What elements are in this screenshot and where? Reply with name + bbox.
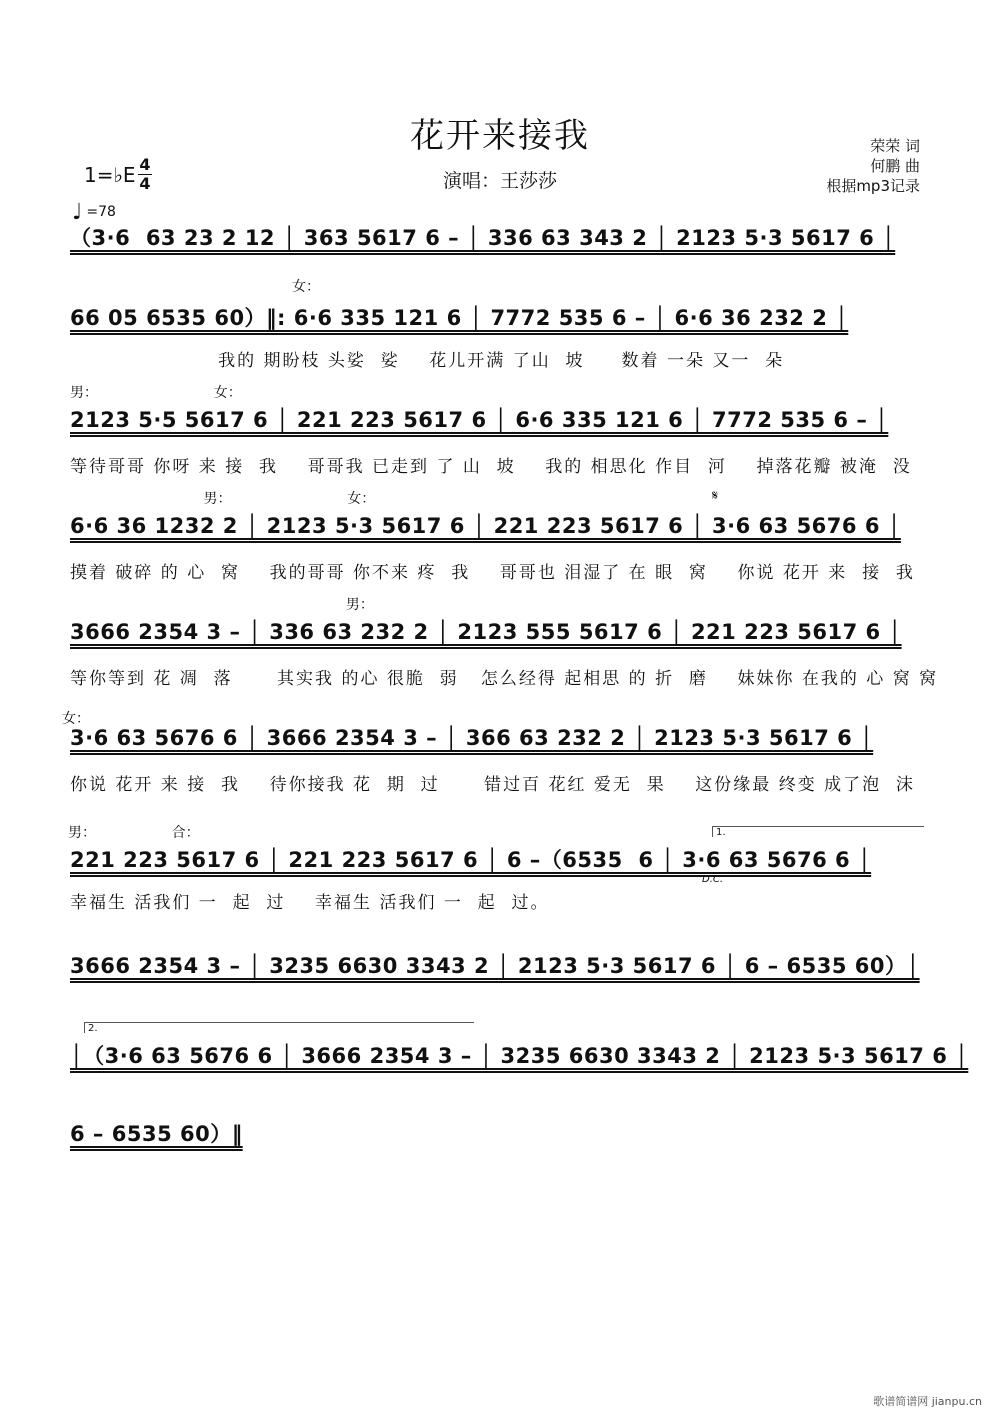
notes: 3666 2354 3 – │ 3235 6630 3343 2 │ 2123 5·3 5617 6 │ 6 – 6535 60）│ — [70, 954, 920, 978]
dc-marking: D.C. — [702, 874, 724, 885]
lyrics: 我的 期盼枝 头娑 娑 花儿开满 了山 坡 数着 一朵 又一 朵 — [70, 351, 785, 371]
meter-top: 4 — [139, 155, 151, 174]
quarter-note-icon: ♩ — [72, 200, 83, 225]
part-marker: 男： 合： — [68, 825, 200, 841]
site-watermark: 歌谱简谱网 jianpu.cn — [873, 1395, 982, 1408]
time-signature — [138, 156, 152, 193]
lyricist-credit: 荣荣 词 — [870, 137, 920, 155]
staff-line-10 — [70, 1118, 930, 1218]
source-note: 根据mp3记录 — [826, 177, 920, 195]
notes: 2123 5·5 5617 6 │ 221 223 5617 6 │ 6·6 335 121 6 │ 7772 535 6 – │ — [70, 408, 889, 432]
lyrics: 摸着 破碎 的 心 窝 我的哥哥 你不来 疼 我 哥哥也 泪湿了 在 眼 窝 你说 花开 来 接 我 — [70, 563, 915, 583]
lyrics: 幸福生 活我们 一 起 过 幸福生 活我们 一 起 过。 — [70, 893, 550, 913]
meter-bottom: 4 — [139, 174, 151, 193]
notes: 6 – 6535 60）‖ — [70, 1122, 243, 1146]
part-marker: 女： — [292, 279, 320, 295]
notes: 3·6 63 5676 6 │ 3666 2354 3 – │ 366 63 232 2 │ 2123 5·3 5617 6 │ — [70, 726, 874, 750]
segno-sign: 𝄋 — [712, 488, 719, 504]
singer-credit: 演唱：王莎莎 — [442, 170, 557, 192]
notes: 3666 2354 3 – │ 336 63 232 2 │ 2123 555 5617 6 │ 221 223 5617 6 │ — [70, 620, 902, 644]
credits — [826, 136, 920, 196]
composer-credit: 何鹏 曲 — [870, 157, 920, 175]
part-marker: 女： — [62, 711, 90, 727]
key-signature: 1=♭E — [84, 163, 136, 187]
notes: 66 05 6535 60）‖: 6·6 335 121 6 │ 7772 535 6 – │ 6·6 36 232 2 │ — [70, 306, 849, 330]
lyrics: 等待哥哥 你呀 来 接 我 哥哥我 已走到 了 山 坡 我的 相思化 作目 河 掉落花瓣 被淹 没 — [70, 457, 912, 477]
notes: 221 223 5617 6 │ 221 223 5617 6 │ 6 –（6535 6 │ 3·6 63 5676 6 │ — [70, 848, 872, 872]
lyrics: 等你等到 花 凋 落 其实我 的心 很脆 弱 怎么经得 起相思 的 折 磨 妹妹你 在我的 心 窝 窝 — [70, 669, 939, 689]
tempo-value: =78 — [86, 204, 116, 220]
notes: （3·6 63 23 2 12 │ 363 5617 6 – │ 336 63 343 2 │ 2123 5·3 5617 6 │ — [70, 226, 896, 250]
staff-line-7 — [68, 825, 930, 944]
notes: 6·6 36 1232 2 │ 2123 5·3 5617 6 │ 221 223 5617 6 │ 3·6 63 5676 6 │ — [70, 514, 901, 538]
song-title: 花开来接我 — [410, 116, 590, 156]
lyrics: 你说 花开 来 接 我 待你接我 花 期 过 错过百 花红 爱无 果 这份缘最 终变 成了泡 沫 — [70, 775, 915, 795]
staff-line-8 — [70, 950, 930, 1050]
volta-2: 2. — [84, 1022, 474, 1033]
part-marker: 男： 女： — [70, 385, 242, 401]
part-marker: 男： — [70, 597, 374, 613]
part-marker: 男： 女： — [70, 491, 376, 507]
staff-line-6 — [62, 711, 930, 826]
volta-1: 1. — [712, 826, 924, 837]
notes: │（3·6 63 5676 6 │ 3666 2354 3 – │ 3235 6630 3343 2 │ 2123 5·3 5617 6 │ — [70, 1044, 969, 1068]
staff-line-5 — [70, 597, 939, 720]
